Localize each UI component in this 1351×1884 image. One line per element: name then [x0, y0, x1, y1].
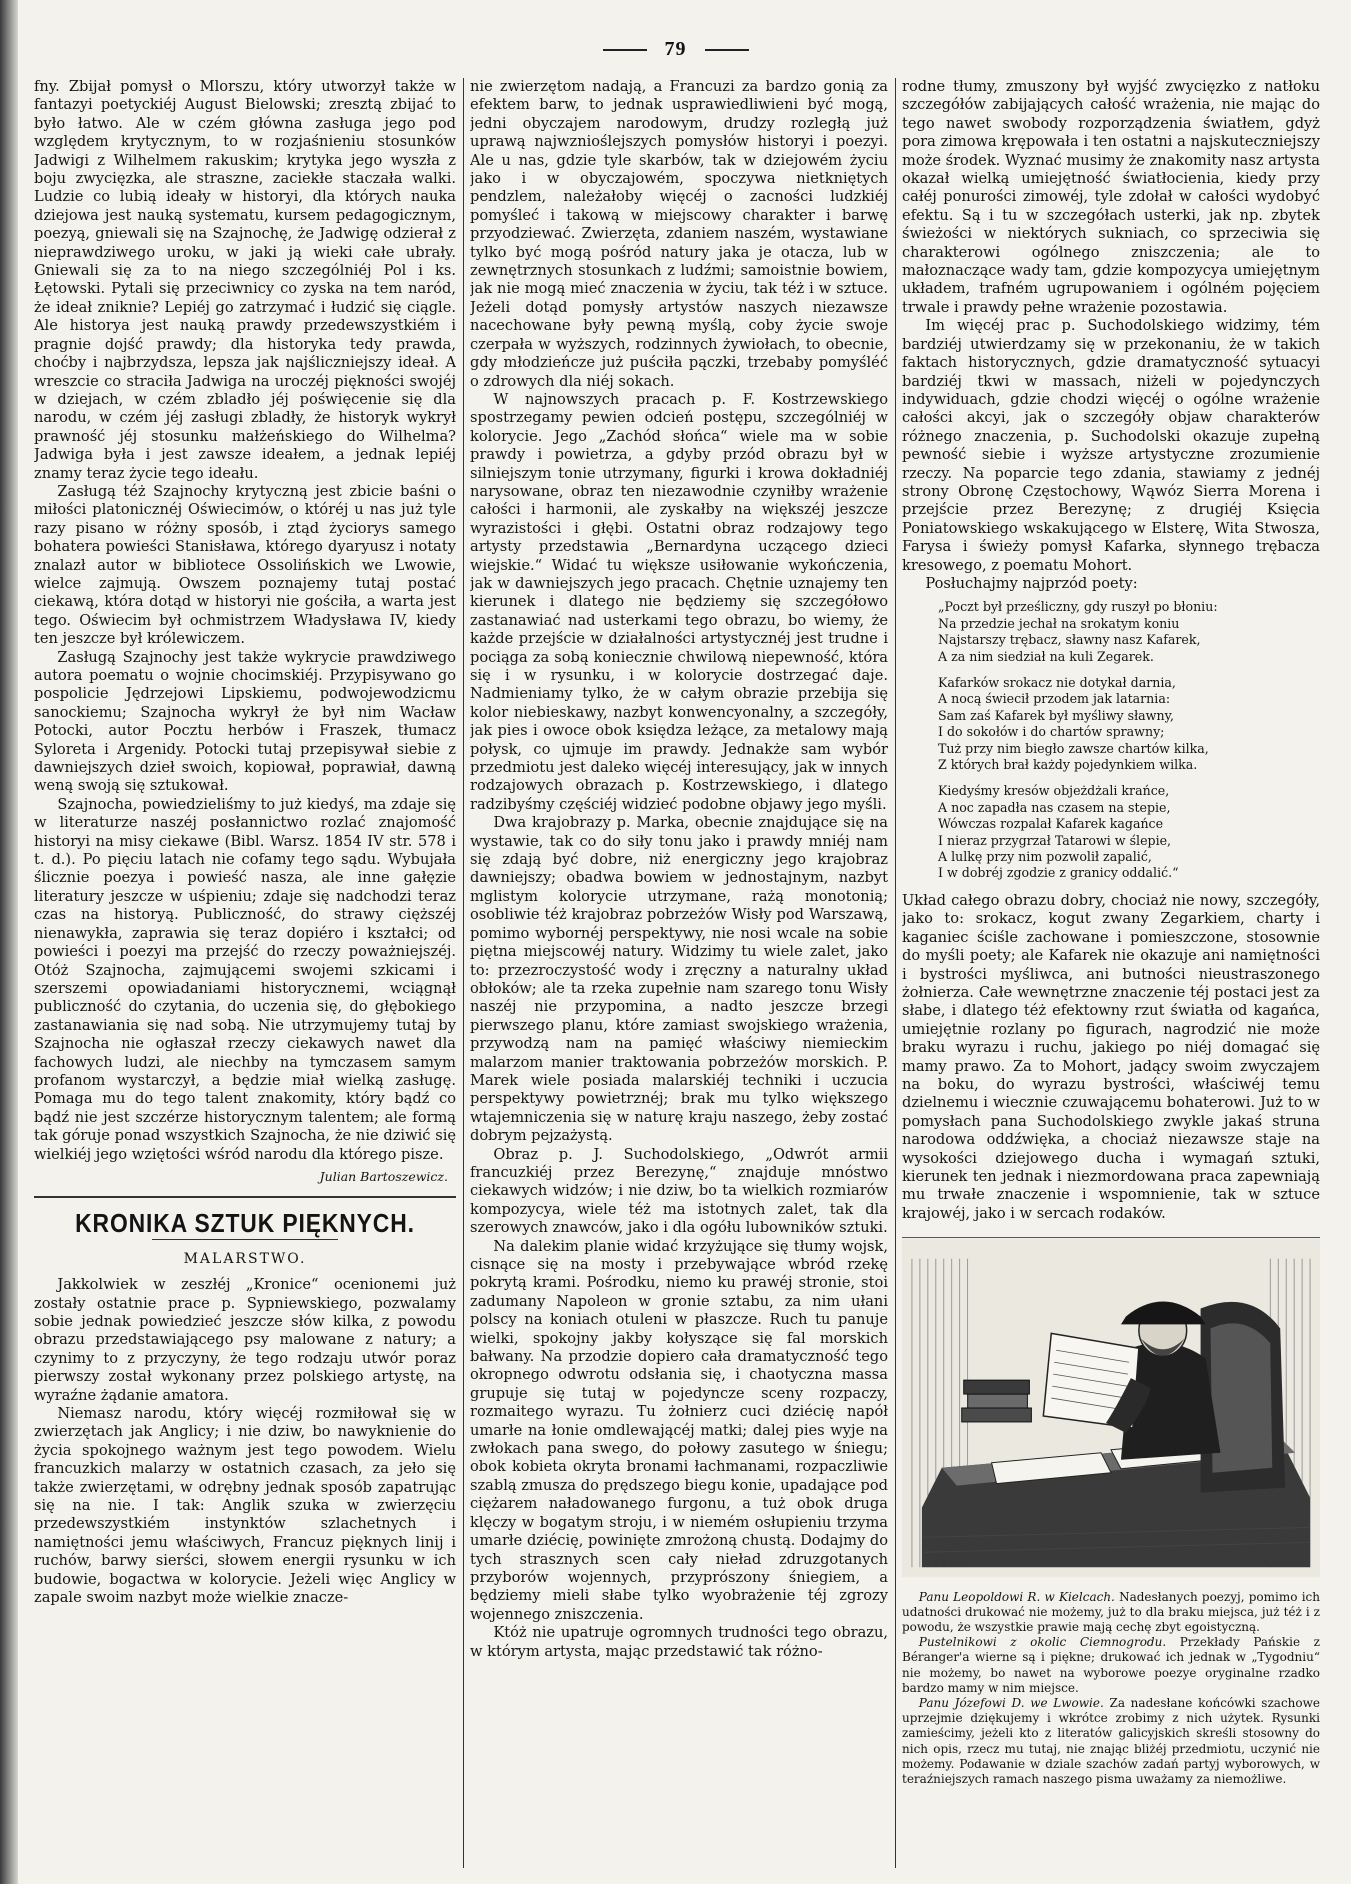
note-addressee: Panu Józefowi D. we Lwowie. [918, 1696, 1104, 1711]
column-3 [902, 78, 1320, 1868]
paragraph: Jakkolwiek w zeszłéj „Kronice“ ocenionemi już zostały ostatnie prace p. Sypniewskiego, pozwalamy sobie jednak powiedzieć jeszcze słów kilka, z powodu obrazu przedstawiającego psy malowane z natury; a czynimy to z przyczyny, że tego rodzaju utwór poraz pierwszy został wykonany przez polskiego artystę, na wyraźne żądanie amatora. [34, 1276, 456, 1404]
poem-line: I do sokołów i do chartów sprawny; [938, 724, 1165, 740]
note-addressee: Panu Leopoldowi R. w Kielcach. [918, 1589, 1115, 1604]
page-number-rule-right [705, 49, 749, 51]
note-text: Za nadesłane końcówki szachowe uprzejmie dziękujemy i wkrótce zrobimy z nich użytek. Rysunki zamieścimy, jeżeli kto z literatów galicyjskich skreśli stosowny do nich opis, rzecz mu tutaj, nie znając bliżéj przedmiotu, uczynić nie możemy. Podawanie w dziale szachów zadań partyj wyborowych, w teraźniejszych ramach naszego pisma uważamy za niemożliwe. [902, 1696, 1320, 1787]
poem-line: Najstarszy trębacz, sławny nasz Kafarek, [938, 632, 1201, 648]
binding-edge [0, 0, 18, 1884]
note-text: Przekłady Pańskie z Béranger'a wierne są i piękne; drukować ich jednak w „Tygodniu“ nie możemy, bo nawet na wyborowe poezye oryginalne rzadko bardzo mamy w nim miejsce. [902, 1635, 1320, 1695]
note-addressee: Pustelnikowi z okolic Ciemnogrodu. [918, 1635, 1167, 1650]
subsection-title: MALARSTWO. [183, 1250, 307, 1267]
column-1 [34, 78, 456, 1868]
correspondence-notes [902, 1590, 1320, 1788]
poem-line: A nocą świecił przodem jak latarnia: [938, 691, 1171, 707]
page-number [0, 38, 1351, 61]
poem-line: „Poczt był prześliczny, gdy ruszył po błoniu: [938, 599, 1218, 615]
title-underline [152, 1239, 338, 1240]
editor-reading-illustration [902, 1237, 1320, 1578]
note-text: Nadesłanych poezyj, pomimo ich udatności drukować nie możemy, już to dla braku miejsca, już téż i z powodu, że wszystkie prawie mają cechę zbyt egoistyczną. [902, 1589, 1320, 1634]
note [902, 1635, 1320, 1696]
poem-quote [938, 599, 1320, 882]
poem-stanza [938, 783, 1320, 881]
paragraph: Zasługą téż Szajnochy krytyczną jest zbicie baśni o miłości platonicznéj Oświecimów, o któréj u nas już tyle razy pisano w różny sposób, i ztąd życiorys samego bohatera powieści Stanisława, którego dyaryusz i notaty znalazł autor w bibliotece Ossolińskich we Lwowie, wielce zajmują. Owszem poznajemy tutaj postać ciekawą, która dotąd w historyi nie gościła, a warta jest tego. Oświecim był ochmistrzem Władysława IV, kiedy ten jeszcze był królewiczem. [34, 482, 456, 648]
poem-line: A lulkę przy nim pozwolił zapalić, [938, 849, 1152, 865]
paragraph: nie zwierzętom nadają, a Francuzi za bardzo gonią za efektem barw, to jednak usprawiedliwieni być mogą, jedni obyczajem narodowym, drudzy rozległą już uprawą najwznioślejszych pomysłów historyi i poezyi. Ale u nas, gdzie tyle skarbów, tak w dziejowém życiu jako i w obyczajowém, spoczywa nietkniętych pendzlem, należałoby więcéj o zacności ludzkiéj pomyśleć i takową w miejscowy charakter i barwę przyodziewać. Zwierzęta, zdaniem naszém, wystawiane tylko być mogą pośród natury jaka je otacza, lub w zewnętrznych stosunkach z ludźmi; samoistnie bowiem, jak nie mogą mieć znaczenia w życiu, tak téż i w sztuce. Jeżeli dotąd pomysły artystów naszych niezawsze nacechowane były pewną myślą, coby życie swoje czerpała w wyższych, rodzinnych żywiołach, to obecnie, gdy młodzieńcze już puściła pączki, trzebaby pomyśléć o zdrowych dla niéj sokach. [470, 78, 888, 390]
paragraph: Dwa krajobrazy p. Marka, obecnie znajdujące się na wystawie, tak co do siły tonu jako i prawdy mniéj nam się zdają być dobre, niż energiczny jego krajobraz dawniejszy; obadwa bowiem w jednostajnym, nazbyt mglistym kolorycie utrzymane, rażą monotonią; osobliwie téż krajobraz pobrzeżów Wisły pod Warszawą, pomimo wybornéj perspektywy, nie nosi wcale na sobie piętna miejscowéj natury. Widzimy tu wiele zalet, jako to: przezroczystość wody i zręczny a naturalny układ obłoków; ale ta rzeka zupełnie nam szarego tonu Wisły naszéj nie przypomina, a nadto jeszcze brzegi pierwszego planu, które zamiast swojskiego wrażenia, przywodzą nam na pamięć właściwy niemieckim malarzom manier traktowania pobrzeżów morskich. P. Marek wiele posiada malarskiéj techniki i uczucia perspektywy powietrznéj; brak mu tylko większego wtajemniczenia się w naturę kraju naszego, żeby zostać dobrym pejzażystą. [470, 814, 888, 1145]
poem-line: Sam zaś Kafarek był myśliwy sławny, [938, 707, 1175, 723]
column-rule [895, 78, 896, 1868]
paragraph: Obraz p. J. Suchodolskiego, „Odwrót armii francuzkiéj przez Berezynę,“ znajduje mnóstwo ciekawych widzów; i nie dziw, bo ta wielkich rozmiarów kompozycya, wiele téż ma istotnych zalet, tak dla szerowych znawców, jako i dla ogółu lubowników sztuki. [470, 1145, 888, 1237]
paragraph: Któż nie upatruje ogromnych trudności tego obrazu, w którym artysta, mając przedstawić tak różno- [470, 1624, 888, 1660]
column-rule [463, 78, 464, 1868]
paragraph: rodne tłumy, zmuszony był wyjść zwycięzko z natłoku szczegółów zabijających całość wrażenia, nie mając do tego nawet swobody rozporządzenia światłem, gdyż pora zimowa krępowała i ten ostatni a najskuteczniejszy może środek. Wyznać musimy że znakomity nasz artysta okazał wielką umiejętność światłocienia, kiedy przy całéj ponurości zimowéj, tyle zdołał w całości wydobyć efektu. Są i tu w szczegółach usterki, jak np. zbytek świeżości w niektórych sukniach, co sprzeciwia się charakterowi ogólnego zniszczenia; ale to małoznaczące wady tam, gdzie kompozycya umiejętnym układem, trafném ugrupowaniem i ogólném pojęciem trwale i prawdy pełne wrażenie pozostawia. [902, 78, 1320, 316]
section-divider [34, 1196, 456, 1198]
section-title: KRONIKA SZTUK PIĘKNYCH. [75, 1208, 415, 1239]
paragraph: W najnowszych pracach p. F. Kostrzewskiego spostrzegamy pewien odcień postępu, szczególniéj w kolorycie. Jego „Zachód słońca“ wiele ma w sobie prawdy i powietrza, a gdyby przód obrazu był w silniejszym tonie utrzymany, figurki i krowa dokładniéj narysowane, obraz ten niezawodnie czyniłby wrażenie całości i harmonii, ale zyskałby na większéj jeszcze wyrazistości i głębi. Ostatni obraz rodzajowy tego artysty przedstawia „Bernardyna uczącego dzieci wiejskie.“ Widać tu większe usiłowanie wykończenia, jak w dawniejszych jego pracach. Chętnie uznajemy ten kierunek i dlatego nie będziemy się szczegółowo zastanawiać nad usterkami tego obrazu, bo wiemy, że każde przejście w działalności artystycznéj jest trudne i pociąga za sobą koniecznie chwilową niepewność, która się i w rysunku, i w kolorycie dostrzegać daje. Nadmieniamy tylko, że w całym obrazie przebija się kolor niebieskawy, nazbyt konwencyonalny, a szczegóły, jak pies i owoce obok księdza leżące, za metalowy mają połysk, co ujmuje im prawdy. Jednakże sam wybór przedmiotu jest daleko więcéj interesujący, jak w innych rodzajowych obrazach p. Kostrzewskiego, i dlatego radzibyśmy częściéj widzieć podobne objawy jego myśli. [470, 390, 888, 813]
paragraph: Im więcéj prac p. Suchodolskiego widzimy, tém bardziéj utwierdzamy się w przekonaniu, że w takich faktach historycznych, gdzie dramatyczność sytuacyi bardziéj tkwi w massach, niżeli w pojedynczych indywiduach, gdzie chodzi więcéj o ogólne wrażenie całości akcyi, jak o szczegóły objaw charakterów różnego znaczenia, p. Suchodolski okazuje zupełną pewność siebie i wyższe artystyczne zrozumienie rzeczy. Na poparcie tego zdania, stawiamy z jednéj strony Obronę Częstochowy, Wąwóz Sierra Morena i przejście przez Berezynę; z drugiéj Księcia Poniatowskiego wskakującego w Elsterę, Wita Stwosza, Farysa i świeży pomysł Kafarka, słynnego trębacza kresowego, z poematu Mohort. [902, 317, 1320, 574]
poem-line: Z których brał każdy pojedynkiem wilka. [938, 757, 1198, 773]
paragraph: Posłuchajmy najprzód poety: [925, 574, 1138, 592]
poem-stanza [938, 599, 1320, 665]
poem-line: I nieraz przygrzał Tatarowi w ślepie, [938, 832, 1172, 848]
poem-line: A za nim siedział na kuli Zegarek. [938, 648, 1154, 664]
poem-line: A noc zapadła nas czasem na stepie, [938, 799, 1171, 815]
poem-line: Na przedzie jechał na srokatym koniu [938, 615, 1180, 631]
note [902, 1696, 1320, 1787]
note [902, 1590, 1320, 1636]
page-number-rule-left [603, 49, 647, 51]
page-number-value: 79 [664, 38, 687, 60]
column-2 [470, 78, 888, 1868]
poem-line: Tuż przy nim biegło zawsze chartów kilka, [938, 740, 1209, 756]
poem-line: Wówczas rozpalał Kafarek kagańce [938, 816, 1164, 832]
paragraph: Szajnocha, powiedzieliśmy to już kiedyś, ma zdaje się w literaturze naszéj posłannictwo rozlać znajomość historyi na misy ciekawe (Bibl. Warsz. 1854 IV str. 578 i t. d.). Po pięciu latach nie cofamy tego sądu. Wybujała ślicznie poezya i powieść nasza, ale inne gałęzie literatury jeszcze w uśpieniu; zdaje się nadchodzi teraz czas na historyą. Publiczność, do strawy cięższéj nienawykła, zaprawia się teraz dopiéro i kształci; od powieści i poezyi ma przejść do rzeczy poważniejszéj. Otóż Szajnocha, zajmującemi swojemi szkicami i szerszemi opowiadaniami historycznemi, wciągnął publiczność do czytania, do uczenia się, do głębokiego zastanawiania się nad sobą. Nie utrzymujemy tutaj by Szajnocha nie ogłaszał rzeczy ciekawych nawet dla fachowych ludzi, ale niechby na tymczasem samym profanom wystarczył, a będzie miał wielką zasługę. Pomaga mu do tego talent znakomity, który bądź co bądź nie jest szczérze historycznym talentem; ale formą tak góruje ponad wszystkich Szajnocha, że nie dziwić się wielkiéj jego wziętości wśród narodu dla którego pisze. [34, 795, 456, 1163]
poem-line: Kafarków srokacz nie dotykał darnia, [938, 675, 1176, 690]
paragraph: fny. Zbijał pomysł o Mlorszu, który utworzył także w fantazyi poetyckiéj August Bielowski; zresztą zbijać to było łatwo. Ale w czém główna zasługa jego pod względem krytycznym, to w rozjaśnieniu stosunków Jadwigi z Wilhelmem rakuskim; krytyka jego wyszła z boju zwycięzka, ale straszne, zaciekłe staczała walki. Ludzie co lubią ideały w historyi, dla których nauka dziejowa jest nauką systematu, kursem pedagogicznym, poezyą, gniewali się na Szajnochę, że Jadwigę odzierał z nieprawdziwego uroku, w jaki ją wieki całe ubrały. Gniewali się za to na niego szczególniéj Pol i ks. Łętowski. Pytali się przeciwnicy co zyska na tem naród, że ideał zniknie? Lepiéj go zatrzymać i łudzić się ciągle. Ale historya jest nauką prawdy przedewszystkiém i pragnie dojść prawdy; dla historyka tedy prawda, choćby i najbrzydsza, lepsza jak najśliczniejszy ideał. A wreszcie co straciła Jadwiga na uroczéj piękności swojéj w dziejach, w czém zbladło jéj poświęcenie się dla narodu, w czém jéj zasługi zbladły, że historyk wykrył prawność jéj stosunku małżeńskiego do Wilhelma? Jadwiga była i jest zawsze ideałem, a jednak lepiéj znamy teraz życie tego ideału. [34, 78, 456, 482]
poem-stanza [938, 675, 1320, 773]
paragraph: Niemasz narodu, który więcéj rozmiłował się w zwierzętach jak Anglicy; i nie dziw, bo nawyknienie do życia spokojnego ważnym jest tego powodem. Wielu francuzkich malarzy w ostatnich czasach, za jeło się także zwierzętami, w odrębny jednak sposób zapatrując się na nie. I tak: Anglik szuka w zwierzęciu przedewszystkiém instynktów szlachetnych i namiętności jemu właściwych, Francuz pięknych linij i ruchów, barwy sierści, słowem energii rysunku w ich budowie, bogactwa w kolorycie. Jeżeli więc Anglicy w zapale swoim nazbyt może wielkie znacze- [34, 1405, 456, 1607]
paragraph: Zasługą Szajnochy jest także wykrycie prawdziwego autora poematu o wojnie chocimskiéj. Przypisywano go pospolicie Jędrzejowi Lipskiemu, podwojewodzicmu sanockiemu; Szajnocha wykrył że był nim Wacław Potocki, autor Pocztu herbów i Fraszek, tłumacz Syloreta i Argenidy. Potocki tutaj przepisywał siebie z dawniejszych dzieł swoich, kopiował, poprawiał, dawną weną swoją się sztukował. [34, 648, 456, 795]
author-signature: Julian Bartoszewicz. [319, 1168, 448, 1184]
poem-line: Kiedyśmy kresów objeżdżali krańce, [938, 783, 1170, 799]
paragraph: Układ całego obrazu dobry, chociaż nie nowy, szczegóły, jako to: srokacz, kogut zwany Zegarkiem, charty i kaganiec ściśle zachowane i pomieszczone, stosownie do myśli poety; ale Kafarek nie okazuje ani namiętności i bystrości myśliwca, ani butności nieustraszonego żołnierza. Całe wewnętrzne znaczenie téj postaci jest za słabe, i dlatego téż efektowny rzut światła od kagańca, umiejętnie rozlany po figurach, nagrodzić nie może braku wyrazu i ruchu, jakiego po niéj domagać się mamy prawo. Za to Mohort, jadący swoim zwyczajem na boku, do wyrazu bystrości, właściwéj temu dzielnemu i wiecznie czuwającemu bohaterowi. Już to w pomysłach pana Suchodolskiego zwykle jakaś struna narodowa oddźwięka, a chociaż niezawsze staje na wysokości dziejowego ducha i wymagań sztuki, kierunek ten jednak i niezmordowana praca zapewniają mu trwałe znaczenie i wspomnienie, tak w sztuce krajowéj, jako i w sercach rodaków. [902, 891, 1320, 1222]
poem-line: I w dobréj zgodzie z granicy oddalić.“ [938, 865, 1179, 881]
paragraph: Na dalekim planie widać krzyżujące się tłumy wojsk, cisnące się na mosty i przebywające wbród rzekę pokrytą krami. Pośrodku, niemo ku prawéj stronie, stoi zadumany Napoleon w gronie sztabu, za nim ułani polscy na koniach otuleni w płaszcze. Ruch tu panuje wielki, spokojny jakby kołyszące się fal morskich bałwany. Na przodzie dopiero cała dramatyczność tego okropnego odwrotu odsłania się, i chaotyczna massa grupuje się tutaj w pojedyncze sceny rozpaczy, rozmaitego wyrazu. Tu żołnierz cuci dziécię napół umarłe na łonie omdlewającéj matki; dalej pies wyje na zwłokach pana swego, do połowy zasutego w śniegu; obok kobieta okryta bronami łachmanami, rozpaczliwie szablą zmusza do prędszego biegu konie, upadające pod ciężarem naładowanego furgonu, a tuż obok druga klęczy w bogatym stroju, i w niemém osłupieniu trzyma umarłe dziécię, powinięte zmrożoną chustą. Dodajmy do tych strasznych scen cały nieład zdruzgotanych przyborów wojennych, przyprószony śniegiem, a będziemy mieli słabe tylko wyobrażenie téj zgrozy wojennego zniszczenia. [470, 1237, 888, 1623]
